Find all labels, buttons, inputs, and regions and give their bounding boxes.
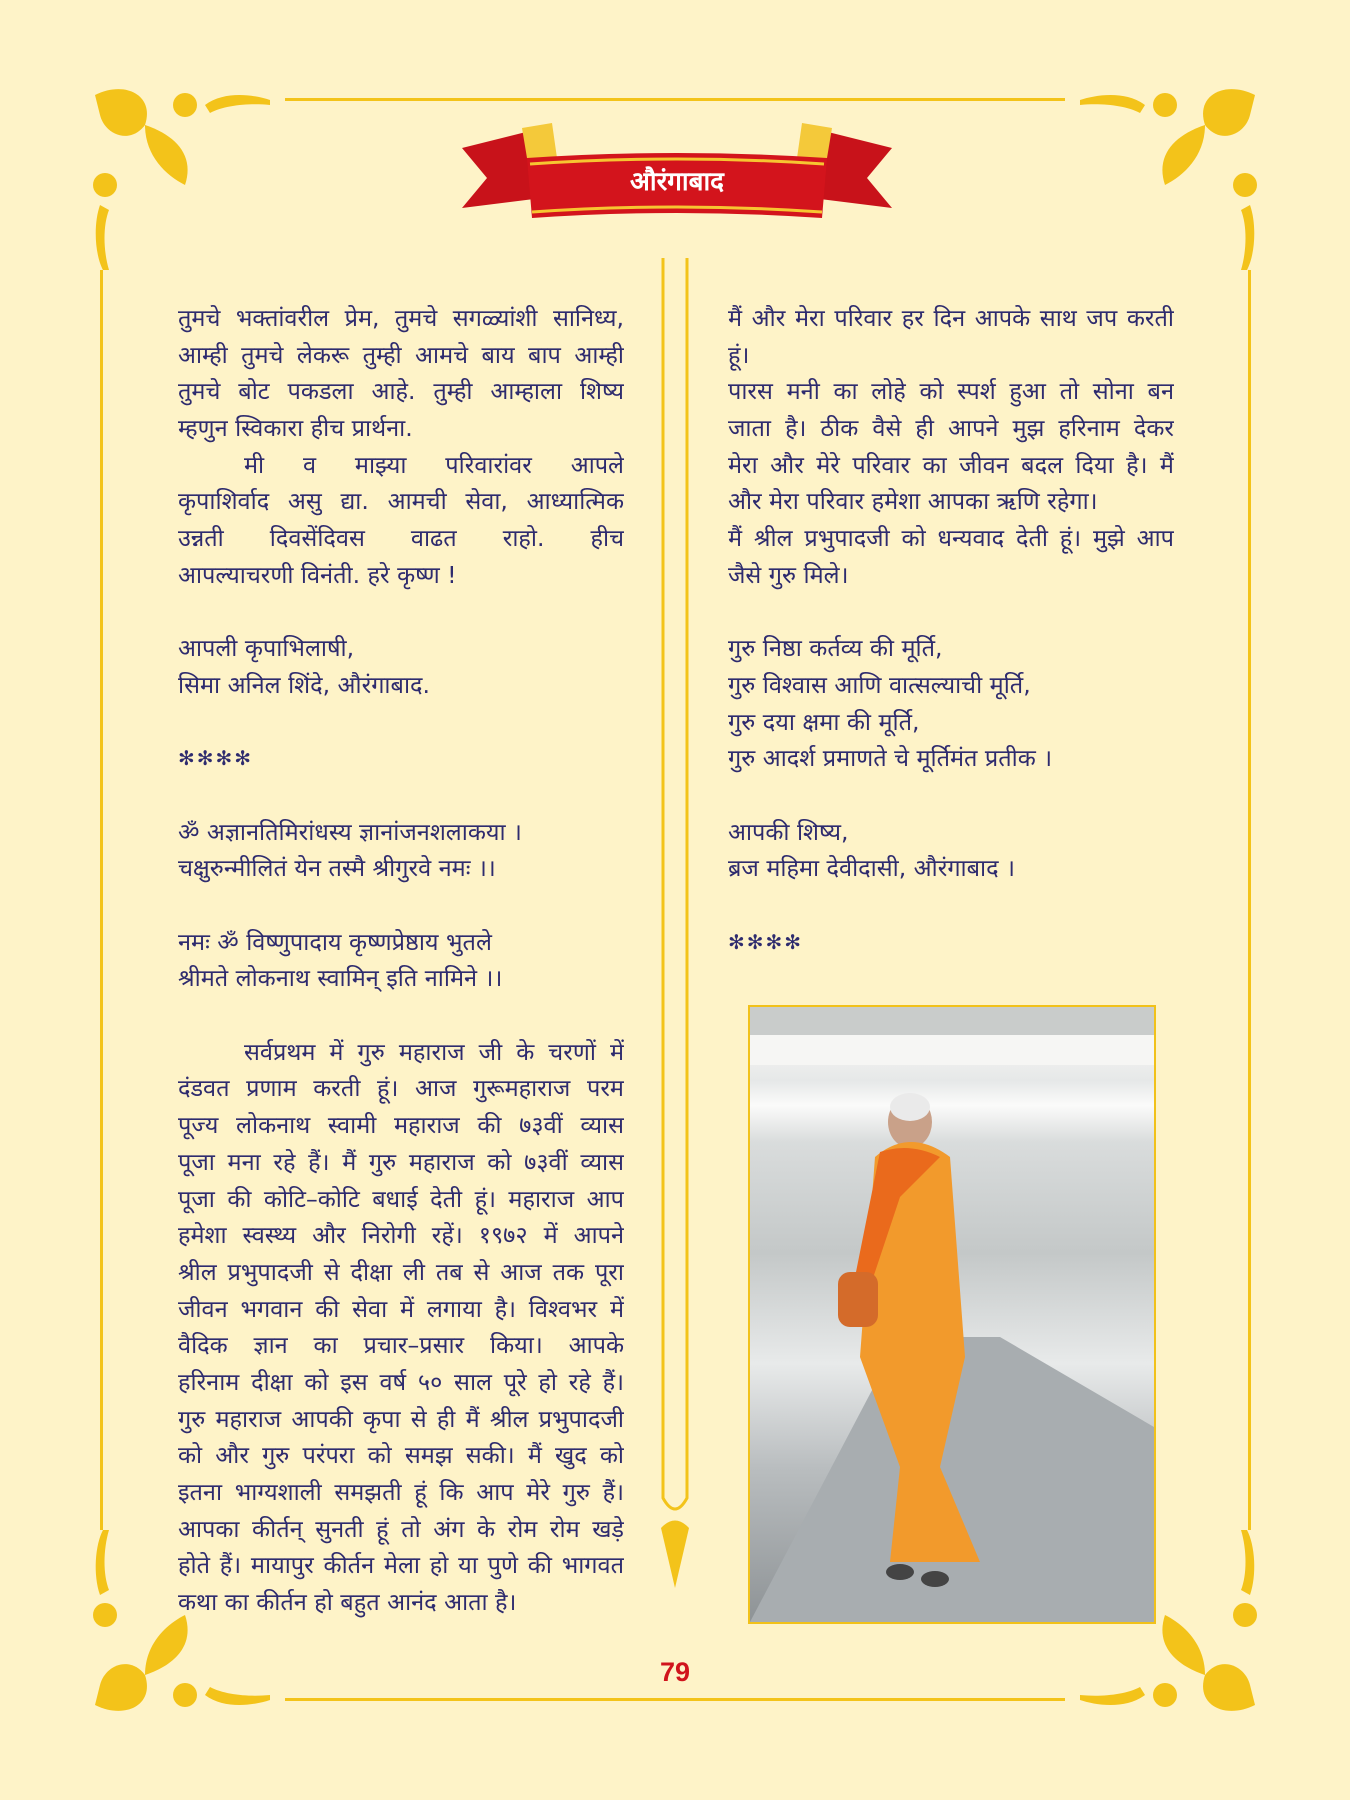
right-column <box>728 300 1174 960</box>
text-line: नमः ॐ विष्णुपादाय कृष्णप्रेष्ठाय भुतले <box>178 927 492 956</box>
text-line: तुमचे बोट पकडला आहे. तुम्ही आम्हाला शिष्य <box>178 377 624 406</box>
text-line: चक्षुरुन्मीलितं येन तस्मै श्रीगुरवे नमः ।। <box>178 854 496 883</box>
signature <box>178 630 624 703</box>
text-line: मैं और मेरा परिवार हर दिन आपके साथ जप करती <box>728 304 1174 332</box>
text-line: ॐ अज्ञानतिमिरांधस्य ज्ञानांजनशलाकया । <box>178 817 522 846</box>
text-line: हरिनाम दीक्षा को इस वर्ष ५० साल पूरे हो रहे हैं। <box>178 1367 624 1396</box>
poem <box>728 630 1174 777</box>
frame-right-line <box>1248 270 1251 1530</box>
frame-top-line <box>285 98 1065 101</box>
text-line: आपली कृपाभिलाषी, <box>178 634 355 663</box>
text-line: सिमा अनिल शिंदे, औरंगाबाद. <box>178 670 430 699</box>
text-line: मैं श्रील प्रभुपादजी को धन्यवाद देती हूं। मुझे आप <box>728 524 1174 553</box>
frame-bottom-line <box>285 1698 1065 1701</box>
title-banner <box>462 118 892 228</box>
text-line: गुरु आदर्श प्रमाणते चे मूर्तिमंत प्रतीक । <box>728 744 1053 773</box>
text-line: होते हैं। मायापुर कीर्तन मेला हो या पुणे की भागवत <box>178 1551 624 1580</box>
text-line: गुरु महाराज आपकी कृपा से ही मैं श्रील प्रभुपादजी <box>178 1404 624 1433</box>
text-line: कृपाशिर्वाद असु द्या. आमची सेवा, आध्यात्मिक <box>178 487 624 516</box>
text-line: आपका कीर्तन् सुनती हूं तो अंग के रोम रोम खड़े <box>178 1514 624 1543</box>
text-line: मी व माझ्या परिवारांवर आपले <box>244 450 624 479</box>
text-line: कथा का कीर्तन हो बहुत आनंद आता है। <box>178 1588 517 1617</box>
signature <box>728 814 1174 887</box>
text-line: आम्ही तुमचे लेकरू तुम्ही आमचे बाय बाप आम्ही <box>178 340 624 369</box>
text-line: जीवन भगवान की सेवा में लगाया है। विश्वभर में <box>178 1294 624 1323</box>
text-line: हमेशा स्वस्थ्य और निरोगी रहें। १९७२ में आपने <box>178 1221 624 1250</box>
text-line: को और गुरु परंपरा को समझ सकी। मैं खुद को <box>178 1441 624 1470</box>
text-line: ब्रज महिमा देवीदासी, औरंगाबाद । <box>728 854 1015 883</box>
verse <box>178 924 624 997</box>
paragraph <box>178 300 624 447</box>
text-line: श्रील प्रभुपादजी से दीक्षा ली तब से आज तक पूरा <box>178 1257 624 1286</box>
text-line: पूज्य लोकनाथ स्वामी महाराज की ७३वीं व्यास <box>178 1111 624 1140</box>
paragraph <box>728 300 1174 373</box>
text-line: और मेरा परिवार हमेशा आपका ऋणि रहेगा। <box>728 487 1098 516</box>
text-line: गुरु दया क्षमा की मूर्ति, <box>728 707 920 736</box>
separator-stars: ✻✻✻✻ <box>178 746 254 771</box>
text-line: गुरु निष्ठा कर्तव्य की मूर्ति, <box>728 634 943 663</box>
monk-figure-icon <box>750 1007 1154 1622</box>
text-line: मेरा और मेरे परिवार का जीवन बदल दिया है। मैं <box>728 450 1174 479</box>
text-line: इतना भाग्यशाली समझती हूं कि आप मेरे गुरु हैं। <box>178 1478 624 1506</box>
text-line: गुरु विश्वास आणि वात्सल्याची मूर्ति, <box>728 670 1031 699</box>
paragraph <box>178 1034 624 1621</box>
text-line: जाता है। ठीक वैसे ही आपने मुझ हरिनाम देकर <box>728 414 1174 443</box>
photo-monk-walking <box>748 1005 1156 1624</box>
text-line: हूं। <box>728 340 750 369</box>
frame-left-line <box>100 270 103 1530</box>
text-line: पूजा की कोटि–कोटि बधाई देती हूं। महाराज आप <box>178 1184 624 1213</box>
text-line: वैदिक ज्ञान का प्रचार–प्रसार किया। आपके <box>178 1331 624 1360</box>
text-line: जैसे गुरु मिले। <box>728 560 849 589</box>
corner-ornament-icon <box>85 85 275 275</box>
page-title: औरंगाबाद <box>630 167 724 197</box>
paragraph <box>728 520 1174 593</box>
text-line: तुमचे भक्तांवरील प्रेम, तुमचे सगळ्यांशी सानिध्य, <box>178 304 624 332</box>
text-line: पूजा मना रहे हैं। मैं गुरु महाराज को ७३वीं व्यास <box>178 1147 624 1176</box>
text-line: उन्नती दिवसेंदिवस वाढत राहो. हीच <box>178 524 624 553</box>
text-line: आपकी शिष्य, <box>728 817 849 846</box>
text-line: पारस मनी का लोहे को स्पर्श हुआ तो सोना बन <box>728 377 1174 406</box>
text-line: श्रीमते लोकनाथ स्वामिन् इति नामिने ।। <box>178 964 503 993</box>
verse <box>178 814 624 887</box>
text-line: दंडवत प्रणाम करती हूं। आज गुरूमहाराज परम <box>178 1074 624 1103</box>
separator-stars: ✻✻✻✻ <box>728 929 804 954</box>
text-line: आपल्याचरणी विनंती. हरे कृष्ण ! <box>178 560 457 589</box>
page-number: 79 <box>659 1657 691 1687</box>
text-line: सर्वप्रथम में गुरु महाराज जी के चरणों में <box>244 1037 624 1066</box>
paragraph <box>178 447 624 594</box>
corner-ornament-icon <box>1075 85 1265 275</box>
text-line: म्हणुन स्विकारा हीच प्रार्थना. <box>178 414 413 443</box>
left-column <box>178 300 624 1621</box>
paragraph <box>728 373 1174 520</box>
column-divider <box>657 258 693 1588</box>
